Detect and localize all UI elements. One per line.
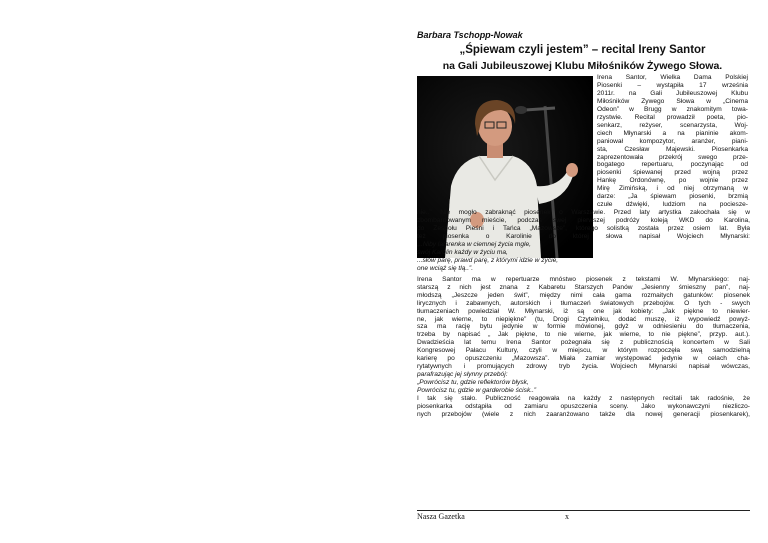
article-author: Barbara Tschopp-Nowak	[417, 30, 523, 40]
body-line: do Zespołu Pieśni i Tańca „Mazowsze”, którego solistką została przez osiem lat. Była	[417, 225, 750, 233]
body-line: senkarz, reżyser, scenarzysta, Woj-	[597, 121, 748, 129]
body-line: Powrócisz tu, gdzie w garderobie ścisk..”	[417, 387, 537, 395]
body-line: Dwadzieścia lat temu Irena Santor pożegnała się z publicznością koncertem w Sali	[417, 339, 750, 347]
body-line: Mirę Zimińską, i od niej otrzymaną w	[597, 185, 748, 193]
body-line: Kongresowej Pałacu Kultury, czyli w miejscu, w którym rozpoczęła swą samodzielną	[417, 347, 750, 355]
body-line: rytatywnych i promujących zdrowy tryb życia. Wojciech Młynarski napisał wówczas,	[417, 363, 750, 371]
body-line: karierę po opuszczeniu „Mazowsza”. Miała zamiar występować jedynie w celach cha-	[417, 355, 750, 363]
body-line: tłumaczeniach powiedział W. Młynarski, iż są one jak kobiety: „Jak piękne to niewier-	[417, 307, 750, 315]
body-line: piosenki śpiewanej przed wojną przez	[597, 169, 748, 177]
body-line: nie..” Nie mogło zabraknąć piosenek o Warszawie. Przed laty artystka zakochała się w	[417, 209, 750, 217]
body-line: ...słów parę, prawd parę, z którymi idzie w życie,	[417, 256, 559, 264]
body-line: I tak się stało. Publiczność reagowała na każdy z następnych recitali tak radośnie, że	[417, 395, 750, 402]
body-line: 2011r. na Gali Jubileuszowej Klubu	[597, 89, 748, 97]
body-line: paniował kompozytor, aranżer, piani-	[597, 137, 748, 145]
body-line: bogatego repertuaru, poczynając od	[597, 161, 748, 169]
body-line: nych przebojów (wiele z nich zaaranżowano także dla nowej generacji piosenkarek),	[417, 410, 750, 418]
body-line: czułe dźwięki, ludziom na pociesze-	[597, 201, 748, 209]
body-line: Piosenki – wystąpiła 17 września	[597, 81, 748, 89]
body-line: rzystwie. Recital prowadził poeta, pio-	[597, 113, 748, 121]
body-line: Irena Santor, Wielka Dama Polskiej	[597, 74, 748, 81]
body-line: też piosenka o Karolinie do której słowa napisał Wojciech Młynarski:	[417, 233, 750, 240]
body-line: Odeon” w Brugg w znakomitym towa-	[597, 105, 748, 113]
body-line: sta, Czesław Majewski. Piosenkarka	[597, 145, 748, 153]
body-line: trzeba by napisać „ Jak piękne, to nie wierne, jak wierne, to nie piękne”, przyp. aut.).	[417, 331, 750, 339]
footer-publication: Nasza Gazetka	[417, 512, 465, 521]
body-line: zbombardowanym mieście, podczas swej pierwszej podróży koleją WKD do Karolina,	[417, 217, 750, 225]
body-line: starszą z nich jest znana z Kabaretu Starszych Panów „Jesienny śmieszny pan”, naj-	[417, 283, 750, 291]
article-page	[415, 30, 750, 535]
body-line: swój Karolin każdy w życiu ma,	[417, 248, 508, 256]
body-line: zaprezentowała przekrój swego prze-	[597, 153, 748, 161]
body-line: parafrazując jej słynny przebój:	[417, 371, 508, 379]
body-line: Hankę Ordonównę, po wojnie przez	[597, 177, 748, 185]
footer-divider	[417, 510, 750, 511]
body-line: lirycznych i zabawnych, autorskich i tłumaczeń światowych przebojów. O tych - swych	[417, 299, 750, 307]
footer-page-number: x	[565, 512, 569, 521]
body-line: ne, jak wierne, to niepiękne” (tu, Drogi Czytelniku, dodać muszę, iż wypowiedź powyż-	[417, 315, 750, 323]
body-line: piosenkarka odstąpiła od zamiaru opuszczenia sceny. Jako wykonawczyni niezliczo-	[417, 402, 750, 410]
body-line: „..Niby latarenka w ciemnej życia mgle,	[417, 240, 531, 248]
body-line: sza ma rację bytu jedynie w formie mówionej, gdyż w odniesieniu do tłumaczenia,	[417, 323, 750, 331]
body-line: Miłośników Żywego Słowa w „Cinema	[597, 97, 748, 105]
body-line: młodszą „Jeszcze jeden świt”, między nimi cała gama rozmaitych gatunków: piosenek	[417, 291, 750, 299]
article-title: „Śpiewam czyli jestem” – recital Ireny Santor	[459, 44, 706, 56]
article-subtitle: na Gali Jubileuszowej Klubu Miłośników Żywego Słowa.	[442, 60, 723, 72]
body-line: darze: „Ja śpiewam piosenki, brzmią	[597, 193, 748, 201]
body-line: ciech Młynarski a na pianinie akom-	[597, 129, 748, 137]
body-line: „Powrócisz tu, gdzie reflektorów błysk,	[417, 379, 529, 387]
body-line: one wciąż się tlą..”.	[417, 264, 474, 272]
body-line: Irena Santor ma w repertuarze mnóstwo piosenek z tekstami W. Młynarskiego: naj-	[417, 275, 750, 283]
